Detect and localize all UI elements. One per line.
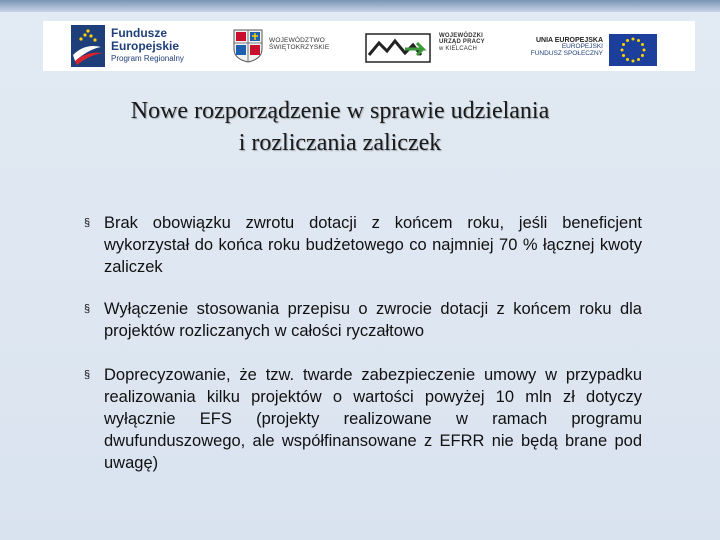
- fundusze-europejskie-text: [111, 27, 184, 64]
- wup-logo-icon: [365, 33, 431, 63]
- fundusze-line1: Fundusze: [111, 26, 167, 40]
- bullet-item: [84, 212, 642, 278]
- bullet-text: Doprecyzowanie, że tzw. twarde zabezpieczenie umowy w przypadku realizowania kilku projektów o wartości powyżej 10 mln zł dotyczy wyłącznie EFS (projekty realizowane w ramach programu dwufunduszowego, ale współfinansowane z EFRR nie będą brane pod uwagę): [104, 366, 642, 472]
- ue-text: [519, 37, 603, 58]
- bullet-marker: §: [84, 303, 91, 315]
- wojewodztwo-line1: WOJEWÓDZTWO: [269, 37, 325, 44]
- bullet-item: [84, 298, 642, 342]
- bullet-item: [84, 364, 642, 474]
- wup-line2: URZĄD PRACY: [439, 39, 485, 46]
- fundusze-line3: Program Regionalny: [111, 54, 184, 64]
- wojewodztwo-coat-of-arms-icon: [233, 29, 263, 63]
- fundusze-line2: Europejskie: [111, 38, 180, 53]
- slide-title-line1: Nowe rozporządzenie w sprawie udzielania: [130, 98, 550, 124]
- logo-bar: [43, 21, 695, 71]
- bullet-text: Wyłączenie stosowania przepisu o zwrocie dotacji z końcem roku dla projektów rozliczanych w całości ryczałtowo: [104, 300, 642, 340]
- wojewodztwo-line2: ŚWIĘTOKRZYSKIE: [269, 43, 330, 51]
- slide-title: [40, 95, 640, 159]
- top-decorative-strip: [0, 0, 720, 12]
- slide-title-line2: i rozliczania zaliczek: [238, 130, 442, 156]
- eu-flag-icon: [609, 34, 657, 66]
- wojewodztwo-text: [269, 38, 329, 52]
- ue-line2: EUROPEJSKI: [561, 43, 603, 51]
- wup-line3: w KIELCACH: [439, 45, 478, 52]
- wup-text: [439, 33, 485, 52]
- fundusze-europejskie-emblem: [71, 25, 105, 67]
- bullet-marker: §: [84, 217, 91, 229]
- wup-line1: WOJEWÓDZKI: [439, 33, 483, 39]
- ue-line1: UNIA EUROPEJSKA: [535, 37, 603, 44]
- bullet-text: Brak obowiązku zwrotu dotacji z końcem roku, jeśli beneficjent wykorzystał do końca roku budżetowego co najmniej 70 % łącznej kwoty zaliczek: [104, 214, 642, 276]
- bullet-marker: §: [84, 369, 91, 381]
- ue-line3: FUNDUSZ SPOŁECZNY: [530, 50, 603, 58]
